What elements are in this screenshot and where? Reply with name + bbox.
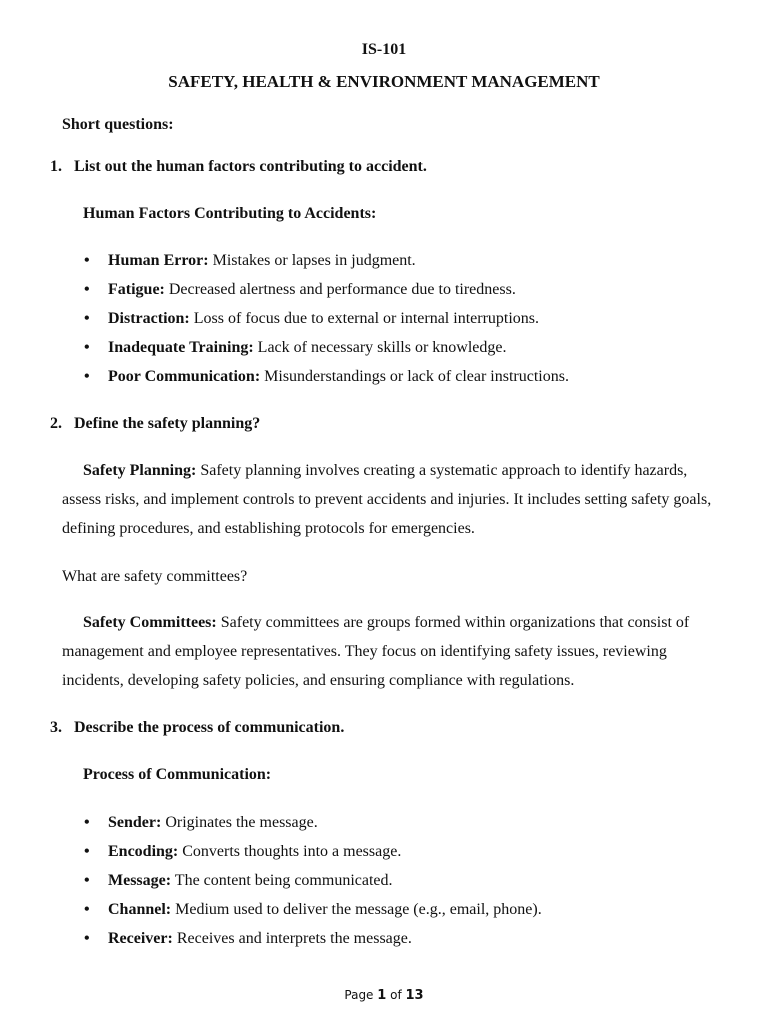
list-item-term: Channel: bbox=[108, 901, 172, 918]
bullet-icon: • bbox=[84, 814, 90, 831]
list-item-desc: Medium used to deliver the message (e.g., email, phone). bbox=[171, 901, 542, 918]
list-item bbox=[108, 252, 416, 270]
list-item bbox=[108, 901, 542, 919]
list-item-term: Poor Communication: bbox=[108, 368, 261, 385]
question-1-number: 1. bbox=[50, 158, 62, 175]
bullet-icon: • bbox=[84, 281, 90, 298]
safety-planning-term: Safety Planning: bbox=[83, 462, 197, 479]
list-item-term: Message: bbox=[108, 872, 172, 889]
list-item-term: Human Error: bbox=[108, 252, 209, 269]
question-2-text: Define the safety planning? bbox=[74, 415, 261, 432]
list-item-term: Receiver: bbox=[108, 930, 173, 947]
safety-planning-line-1 bbox=[83, 462, 687, 480]
list-item bbox=[108, 339, 506, 357]
question-3-text: Describe the process of communication. bbox=[74, 719, 345, 736]
list-item-desc: Mistakes or lapses in judgment. bbox=[208, 252, 416, 269]
list-item-desc: The content being communicated. bbox=[171, 872, 393, 889]
footer-page-word: Page bbox=[344, 988, 378, 1002]
list-item bbox=[108, 368, 569, 386]
current-page-number: 1 bbox=[377, 988, 387, 1003]
list-item bbox=[108, 281, 516, 299]
question-3-heading: Process of Communication: bbox=[83, 766, 272, 783]
bullet-icon: • bbox=[84, 872, 90, 889]
list-item-desc: Misunderstandings or lack of clear instructions. bbox=[260, 368, 569, 385]
document-title: SAFETY, HEALTH & ENVIRONMENT MANAGEMENT bbox=[168, 72, 600, 91]
bullet-icon: • bbox=[84, 843, 90, 860]
list-item bbox=[108, 310, 539, 328]
subquestion-text: What are safety committees? bbox=[62, 568, 248, 585]
list-item-desc: Lack of necessary skills or knowledge. bbox=[253, 339, 507, 356]
list-item-desc: Originates the message. bbox=[161, 814, 318, 831]
footer-of-word: of bbox=[386, 988, 406, 1002]
safety-planning-line-3: defining procedures, and establishing protocols for emergencies. bbox=[62, 520, 475, 537]
safety-committees-term: Safety Committees: bbox=[83, 614, 217, 631]
question-3-number: 3. bbox=[50, 719, 62, 736]
list-item-desc: Converts thoughts into a message. bbox=[178, 843, 402, 860]
bullet-icon: • bbox=[84, 252, 90, 269]
bullet-icon: • bbox=[84, 930, 90, 947]
section-label: Short questions: bbox=[62, 116, 174, 133]
question-1-text: List out the human factors contributing to accident. bbox=[74, 158, 427, 175]
list-item bbox=[108, 930, 412, 948]
bullet-icon: • bbox=[84, 901, 90, 918]
list-item-term: Encoding: bbox=[108, 843, 179, 860]
safety-committees-line-3: incidents, developing safety policies, and ensuring compliance with regulations. bbox=[62, 672, 575, 689]
safety-committees-line-2: management and employee representatives. They focus on identifying safety issues, reviewing bbox=[62, 643, 667, 660]
bullet-icon: • bbox=[84, 339, 90, 356]
list-item bbox=[108, 872, 393, 890]
paragraph-text: Safety committees are groups formed within organizations that consist of bbox=[216, 614, 690, 631]
safety-committees-line-1 bbox=[83, 614, 689, 632]
paragraph-text: Safety planning involves creating a systematic approach to identify hazards, bbox=[196, 462, 688, 479]
list-item-desc: Loss of focus due to external or internal interruptions. bbox=[189, 310, 540, 327]
course-code: IS-101 bbox=[361, 41, 407, 58]
bullet-icon: • bbox=[84, 368, 90, 385]
bullet-icon: • bbox=[84, 310, 90, 327]
list-item bbox=[108, 814, 318, 832]
list-item-term: Fatigue: bbox=[108, 281, 165, 298]
safety-planning-line-2: assess risks, and implement controls to prevent accidents and injuries. It includes setting safety goals, bbox=[62, 491, 712, 508]
list-item-desc: Decreased alertness and performance due to tiredness. bbox=[164, 281, 516, 298]
list-item-term: Distraction: bbox=[108, 310, 190, 327]
list-item bbox=[108, 843, 401, 861]
page-footer bbox=[0, 988, 768, 1003]
total-page-count: 13 bbox=[405, 988, 424, 1003]
list-item-desc: Receives and interprets the message. bbox=[172, 930, 412, 947]
question-2-number: 2. bbox=[50, 415, 62, 432]
question-1-heading: Human Factors Contributing to Accidents: bbox=[83, 205, 377, 222]
list-item-term: Inadequate Training: bbox=[108, 339, 254, 356]
list-item-term: Sender: bbox=[108, 814, 162, 831]
